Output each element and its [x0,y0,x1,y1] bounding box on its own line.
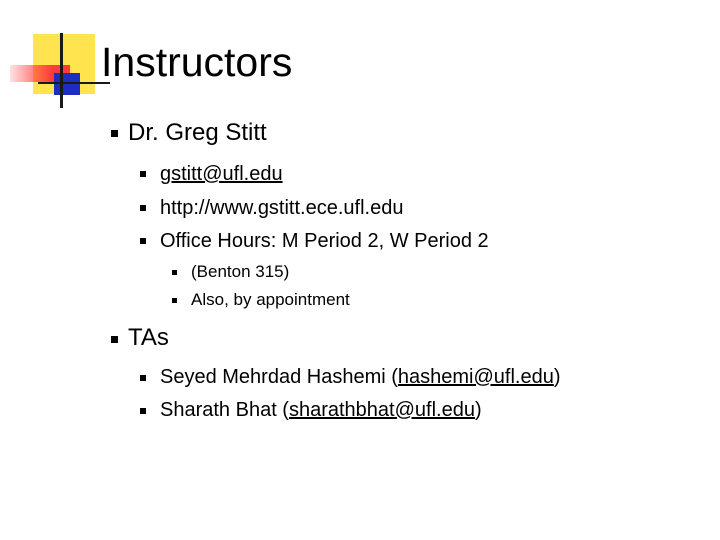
instructor-office-hours: Office Hours: M Period 2, W Period 2 [160,230,489,252]
ta-email-link[interactable]: sharathbhat@ufl.edu [288,399,475,421]
slide-title: Instructors [101,39,293,85]
bullet-square-icon [172,298,177,303]
logo-horizontal-line [38,82,110,84]
ta-item [160,397,482,423]
ta-closing-paren: ) [553,366,561,388]
office-location: (Benton 315) [191,262,290,281]
bullet-square-icon [172,270,177,275]
ta-name: Sharath Bhat ( [160,399,289,421]
logo-blue-square [54,73,80,95]
tas-heading: TAs [128,324,169,351]
bullet-square-icon [111,130,118,137]
bullet-square-icon [140,238,146,244]
ta-email-link[interactable]: hashemi@ufl.edu [397,366,554,388]
ta-item [160,364,561,390]
instructor-email-link[interactable]: gstitt@ufl.edu [160,163,283,185]
bullet-square-icon [140,171,146,177]
office-appointment-note: Also, by appointment [191,290,350,309]
bullet-square-icon [140,205,146,211]
instructor-name: Dr. Greg Stitt [128,119,267,146]
bullet-square-icon [140,375,146,381]
logo-vertical-line [60,33,63,108]
corner-logo-decoration [0,0,110,120]
bullet-square-icon [140,408,146,414]
ta-closing-paren: ) [474,399,482,421]
ta-name: Seyed Mehrdad Hashemi ( [160,366,398,388]
instructor-website: http://www.gstitt.ece.ufl.edu [160,197,404,219]
bullet-square-icon [111,336,118,343]
